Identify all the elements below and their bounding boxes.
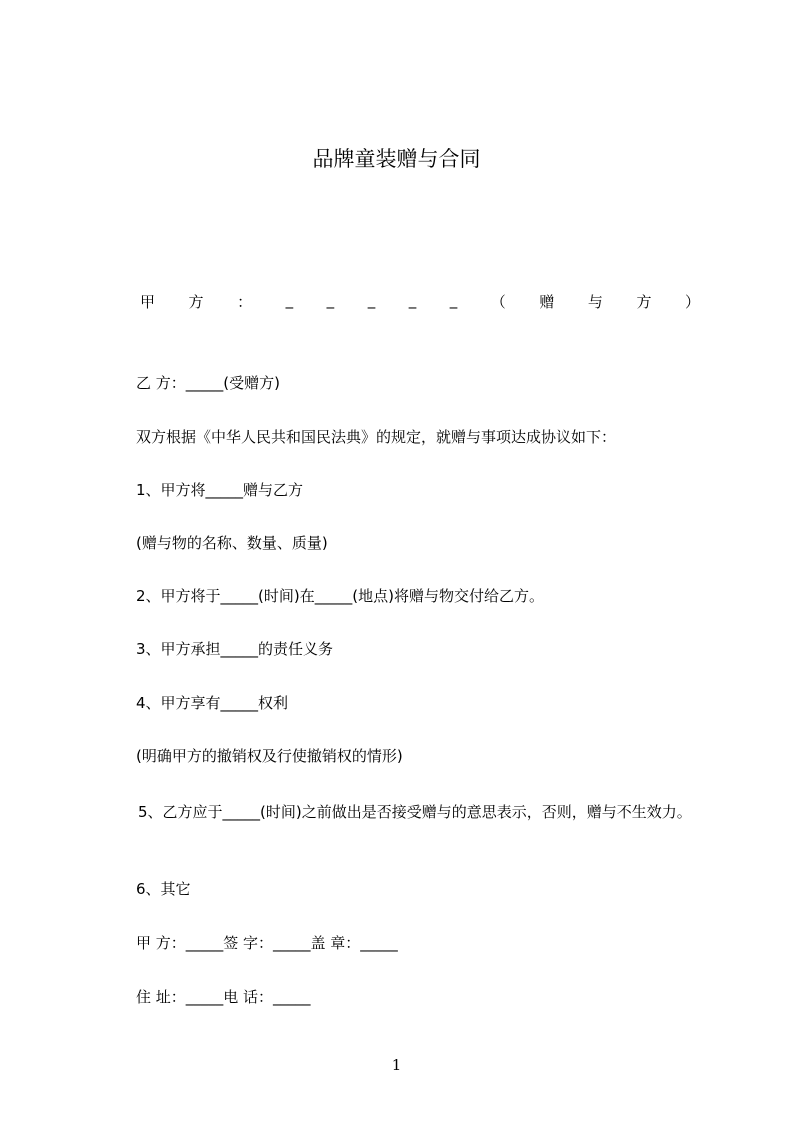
party-a-char: 方 [636,293,652,311]
intro-paragraph: 双方根据《中华人民共和国民法典》的规定，就赠与事项达成协议如下： [136,428,617,446]
party-a-char: （ [490,293,506,311]
party-a-char: _ [285,291,294,309]
party-a-char: 方 [188,293,204,311]
party-a-char: 与 [587,293,603,311]
clause-6: 6、其它 [136,880,191,898]
clause-4-note: (明确甲方的撤销权及行使撤销权的情形) [136,747,403,765]
party-a-char: 甲 [140,293,156,311]
party-a-char: _ [408,291,417,309]
address-phone-line: 住 址：_____电 话：_____ [136,988,311,1006]
clause-2: 2、甲方将于_____(时间)在_____(地点)将赠与物交付给乙方。 [136,587,544,605]
document-title: 品牌童装赠与合同 [312,147,481,171]
party-a-char: _ [326,291,335,309]
party-b-line: 乙 方：_____(受赠方) [136,374,280,392]
clause-3: 3、甲方承担_____的责任义务 [136,640,334,658]
party-a-char: 赠 [539,293,555,311]
party-a-char: ： [237,293,253,311]
party-a-signature-line: 甲 方：_____签 字：_____盖 章：_____ [136,934,398,952]
party-a-char: _ [449,291,458,309]
page-number: 1 [391,1056,402,1074]
clause-1-note: (赠与物的名称、数量、质量) [136,534,328,552]
party-a-line [140,291,700,312]
party-a-char: _ [367,291,376,309]
party-a-char: ） [684,293,700,311]
clause-4: 4、甲方享有_____权利 [136,694,289,712]
clause-5: 5、乙方应于_____(时间)之前做出是否接受赠与的意思表示，否则，赠与不生效力。 [138,803,692,821]
clause-1: 1、甲方将_____赠与乙方 [136,481,304,499]
